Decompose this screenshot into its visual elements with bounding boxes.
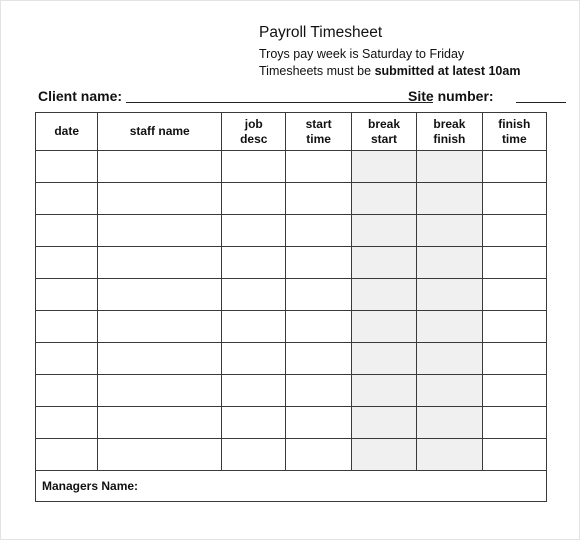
- table-row: [36, 247, 547, 279]
- timesheet-body: [36, 151, 547, 502]
- cell-start-time[interactable]: [286, 279, 351, 311]
- cell-finish-time[interactable]: [482, 375, 546, 407]
- cell-staff-name[interactable]: [98, 215, 222, 247]
- table-row: [36, 375, 547, 407]
- cell-start-time[interactable]: [286, 151, 351, 183]
- timesheet-table: [35, 112, 547, 502]
- cell-staff-name[interactable]: [98, 151, 222, 183]
- cell-finish-time[interactable]: [482, 279, 546, 311]
- site-number-label: Site number:: [408, 88, 494, 104]
- cell-start-time[interactable]: [286, 247, 351, 279]
- cell-staff-name[interactable]: [98, 183, 222, 215]
- table-row: [36, 279, 547, 311]
- cell-date[interactable]: [36, 375, 98, 407]
- cell-start-time[interactable]: [286, 343, 351, 375]
- cell-job-desc[interactable]: [222, 343, 286, 375]
- cell-job-desc[interactable]: [222, 279, 286, 311]
- cell-date[interactable]: [36, 439, 98, 471]
- header: [259, 23, 520, 80]
- cell-staff-name[interactable]: [98, 247, 222, 279]
- cell-date[interactable]: [36, 311, 98, 343]
- cell-date[interactable]: [36, 151, 98, 183]
- cell-start-time[interactable]: [286, 375, 351, 407]
- cell-finish-time[interactable]: [482, 183, 546, 215]
- table-row: [36, 183, 547, 215]
- cell-finish-time[interactable]: [482, 215, 546, 247]
- client-name-label: Client name:: [38, 88, 123, 104]
- cell-staff-name[interactable]: [98, 279, 222, 311]
- column-header-start-time: start time: [286, 113, 351, 151]
- cell-finish-time[interactable]: [482, 247, 546, 279]
- cell-finish-time[interactable]: [482, 439, 546, 471]
- cell-break-finish[interactable]: [417, 439, 482, 471]
- table-header-row: [36, 113, 547, 151]
- cell-break-start[interactable]: [351, 215, 416, 247]
- table-row: [36, 215, 547, 247]
- cell-date[interactable]: [36, 247, 98, 279]
- cell-break-start[interactable]: [351, 247, 416, 279]
- cell-staff-name[interactable]: [98, 439, 222, 471]
- cell-start-time[interactable]: [286, 439, 351, 471]
- managers-name-row: [36, 471, 547, 502]
- managers-name-label: Managers Name:: [42, 479, 139, 493]
- cell-finish-time[interactable]: [482, 311, 546, 343]
- cell-break-start[interactable]: [351, 407, 416, 439]
- cell-break-finish[interactable]: [417, 215, 482, 247]
- cell-break-finish[interactable]: [417, 151, 482, 183]
- cell-break-finish[interactable]: [417, 279, 482, 311]
- cell-date[interactable]: [36, 407, 98, 439]
- table-row: [36, 407, 547, 439]
- site-number-field[interactable]: [516, 102, 566, 103]
- cell-date[interactable]: [36, 215, 98, 247]
- cell-break-finish[interactable]: [417, 343, 482, 375]
- table-row: [36, 439, 547, 471]
- cell-break-start[interactable]: [351, 183, 416, 215]
- cell-break-finish[interactable]: [417, 375, 482, 407]
- cell-start-time[interactable]: [286, 311, 351, 343]
- cell-job-desc[interactable]: [222, 247, 286, 279]
- cell-job-desc[interactable]: [222, 439, 286, 471]
- cell-staff-name[interactable]: [98, 343, 222, 375]
- cell-job-desc[interactable]: [222, 311, 286, 343]
- cell-break-finish[interactable]: [417, 183, 482, 215]
- pay-week-note: Troys pay week is Saturday to Friday: [259, 47, 465, 61]
- cell-date[interactable]: [36, 183, 98, 215]
- cell-job-desc[interactable]: [222, 215, 286, 247]
- cell-start-time[interactable]: [286, 407, 351, 439]
- cell-break-start[interactable]: [351, 279, 416, 311]
- cell-staff-name[interactable]: [98, 375, 222, 407]
- cell-break-start[interactable]: [351, 343, 416, 375]
- cell-staff-name[interactable]: [98, 407, 222, 439]
- cell-start-time[interactable]: [286, 183, 351, 215]
- cell-break-start[interactable]: [351, 151, 416, 183]
- cell-start-time[interactable]: [286, 215, 351, 247]
- column-header-finish-time: finish time: [482, 113, 546, 151]
- cell-job-desc[interactable]: [222, 151, 286, 183]
- cell-job-desc[interactable]: [222, 183, 286, 215]
- cell-finish-time[interactable]: [482, 407, 546, 439]
- deadline-note: [259, 63, 520, 80]
- cell-job-desc[interactable]: [222, 407, 286, 439]
- column-header-staff-name: staff name: [98, 113, 222, 151]
- managers-name-cell[interactable]: [36, 471, 547, 502]
- deadline-note-prefix: Timesheets must be: [259, 64, 375, 78]
- column-header-job-desc: job desc: [222, 113, 286, 151]
- cell-break-start[interactable]: [351, 375, 416, 407]
- cell-break-finish[interactable]: [417, 247, 482, 279]
- column-header-date: date: [36, 113, 98, 151]
- cell-date[interactable]: [36, 279, 98, 311]
- column-header-break-start: break start: [351, 113, 416, 151]
- cell-date[interactable]: [36, 343, 98, 375]
- table-row: [36, 151, 547, 183]
- cell-break-start[interactable]: [351, 311, 416, 343]
- page-title: Payroll Timesheet: [259, 24, 383, 41]
- cell-break-finish[interactable]: [417, 407, 482, 439]
- table-row: [36, 311, 547, 343]
- cell-break-finish[interactable]: [417, 311, 482, 343]
- client-site-row: [38, 87, 568, 107]
- cell-finish-time[interactable]: [482, 343, 546, 375]
- table-row: [36, 343, 547, 375]
- column-header-break-finish: break finish: [417, 113, 482, 151]
- cell-finish-time[interactable]: [482, 151, 546, 183]
- cell-job-desc[interactable]: [222, 375, 286, 407]
- client-name-field[interactable]: [126, 102, 433, 103]
- cell-staff-name[interactable]: [98, 311, 222, 343]
- deadline-note-bold: submitted at latest 10am: [374, 64, 521, 78]
- cell-break-start[interactable]: [351, 439, 416, 471]
